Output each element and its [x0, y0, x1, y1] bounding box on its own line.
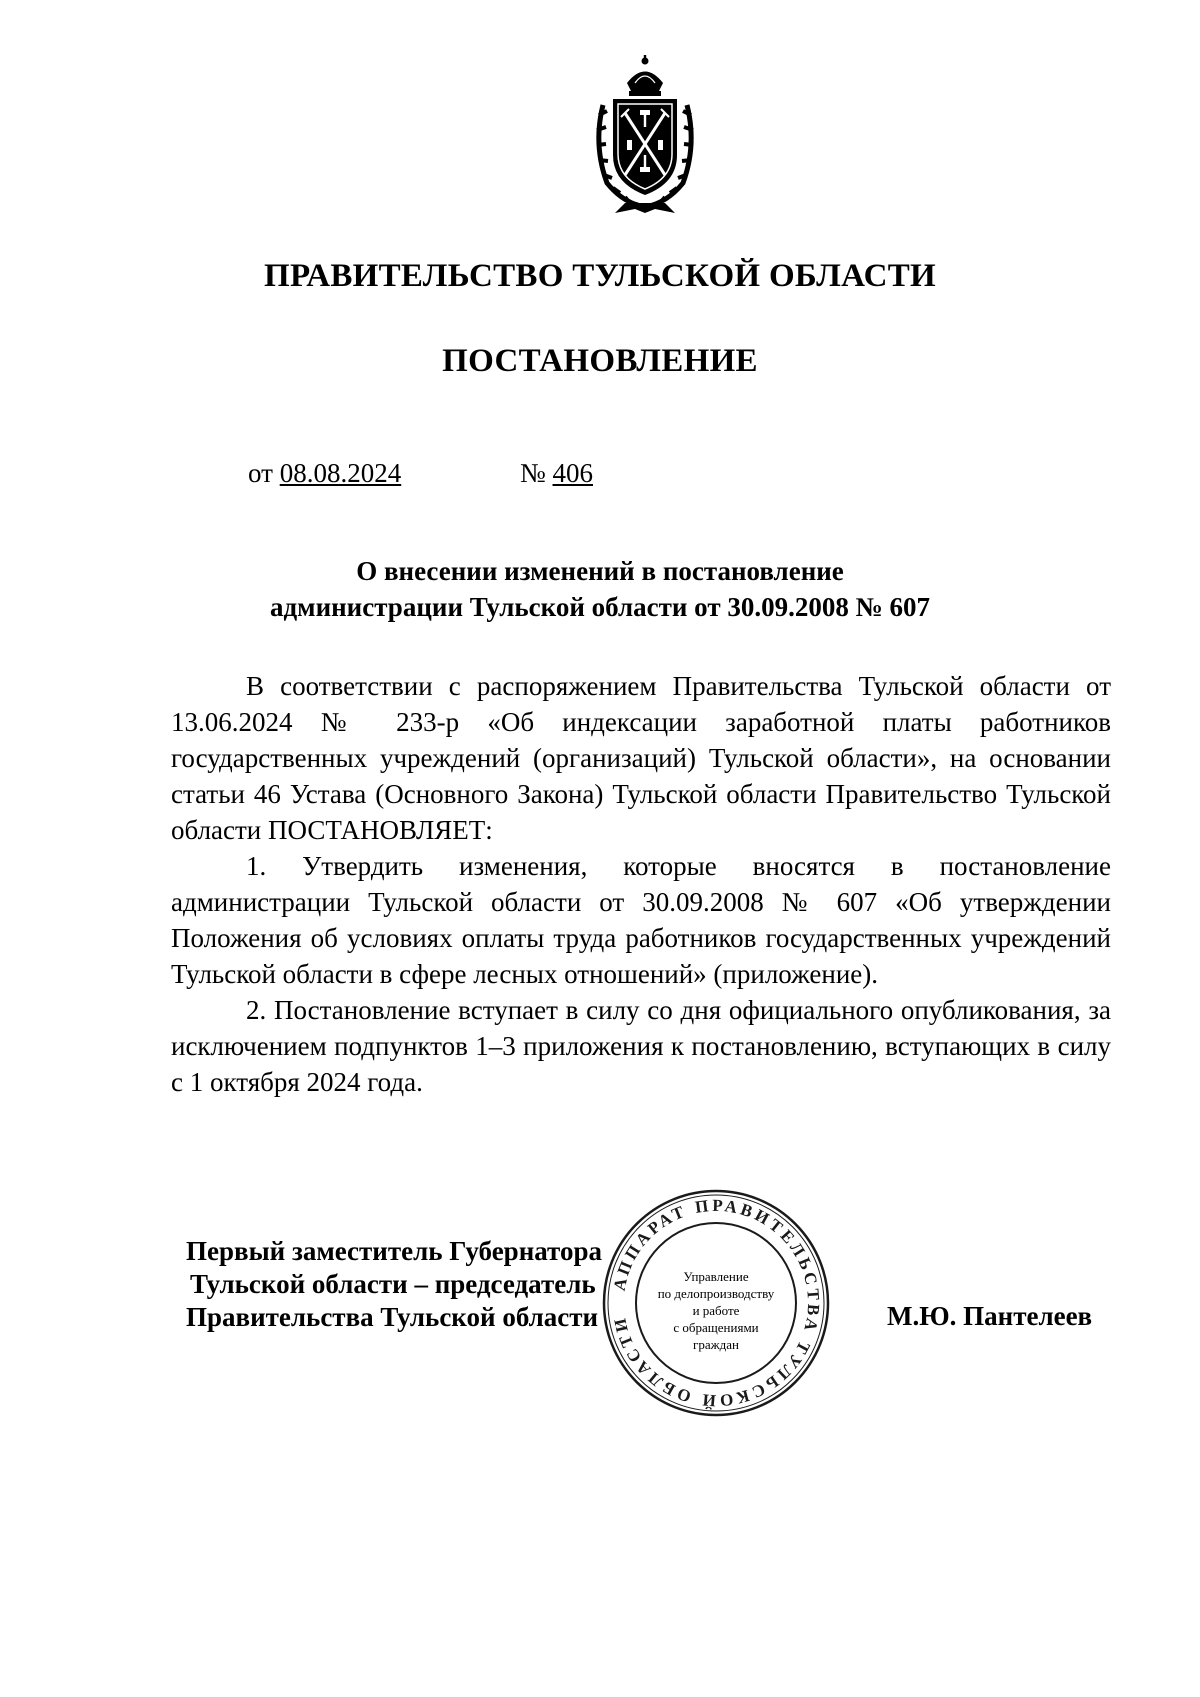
tula-coat-of-arms-icon	[585, 55, 705, 215]
body-paragraph: В соответствии с распоряжением Правительства Тульской области от 13.06.2024 № 233-р «Об индексации заработной платы работников государственных учреждений (организаций) Тульской области», на основании статьи 46 Устава (Основного Закона) Тульской области Правительство Тульской области ПОСТАНОВЛЯЕТ:	[171, 671, 1111, 845]
document-date-line	[248, 458, 401, 489]
stamp-inner-line-4: с обращениями	[673, 1320, 759, 1335]
document-number-line	[520, 458, 593, 489]
document-body	[171, 668, 1111, 1100]
stamp-inner-text	[638, 1268, 794, 1353]
signatory-position	[186, 1235, 602, 1334]
organization-title: ПРАВИТЕЛЬСТВО ТУЛЬСКОЙ ОБЛАСТИ	[264, 258, 936, 294]
signatory-position-line-3: Правительства Тульской области	[186, 1302, 599, 1332]
document-number: 406	[552, 458, 594, 488]
number-prefix: №	[520, 458, 553, 488]
stamp-inner-line-2: по делопроизводству	[657, 1286, 775, 1301]
date-prefix: от	[248, 458, 280, 488]
document-type: ПОСТАНОВЛЕНИЕ	[442, 343, 758, 379]
body-paragraph: 2. Постановление вступает в силу со дня официального опубликования, за исключением подпунктов 1–3 приложения к постановлению, вступающих в силу с 1 октября 2024 года.	[171, 995, 1111, 1097]
signatory-name: М.Ю. Пантелеев	[887, 1301, 1093, 1331]
subject-line-1: О внесении изменений в постановление	[356, 556, 844, 586]
document-subject	[0, 553, 1200, 625]
stamp-inner-line-5: граждан	[693, 1337, 739, 1352]
signatory-position-line-2: Тульской области – председатель	[190, 1269, 596, 1299]
subject-line-2: администрации Тульской области от 30.09.2008 № 607	[270, 592, 930, 622]
body-paragraph: 1. Утвердить изменения, которые вносятся в постановление администрации Тульской области от 30.09.2008 № 607 «Об утверждении Положения об условиях оплаты труда работников государственных учреждений Тульской области в сфере лесных отношений» (приложение).	[171, 851, 1111, 989]
signatory-position-line-1: Первый заместитель Губернатора	[186, 1236, 602, 1266]
stamp-inner-line-3: и работе	[692, 1303, 740, 1318]
stamp-inner-line-1: Управление	[683, 1269, 749, 1284]
svg-text:АППАРАТ ПРАВИТЕЛЬСТВА ТУЛЬСКОЙ: АППАРАТ ПРАВИТЕЛЬСТВА ТУЛЬСКОЙ ОБЛАСТИ	[609, 1195, 824, 1411]
document-date: 08.08.2024	[279, 458, 402, 488]
